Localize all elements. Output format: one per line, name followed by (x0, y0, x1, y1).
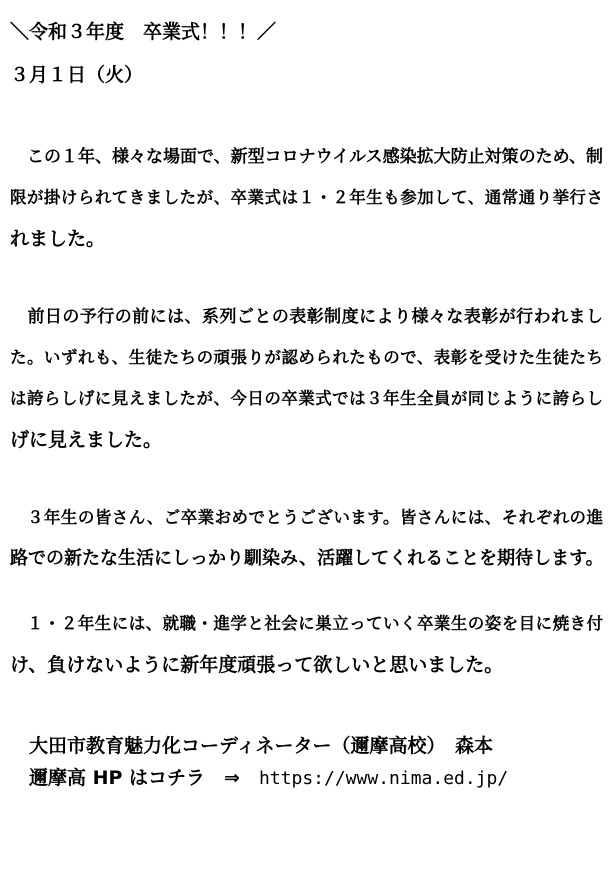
paragraph-2-line-1: 前日の予行の前には、系列ごとの表彰制度により様々な表彰が行われまし (10, 307, 603, 327)
paragraph-2-line-3: は誇らしげに見えましたが、今日の卒業式では３年生全員が同じように誇らし (10, 389, 603, 408)
homepage-link-row (10, 766, 603, 791)
page-title: ＼令和３年度 卒業式！！！／ (10, 21, 277, 43)
paragraph-1-line-3: れました。 (10, 228, 106, 250)
paragraph-2-line-2: た。いずれも、生徒たちの頑張りが認められたもので、表彰を受けた生徒たち (10, 348, 603, 367)
paragraph-4-line-1: １・２年生には、就職・進学と社会に巣立っていく卒業生の姿を目に焼き付 (10, 614, 603, 633)
paragraph-3-line-1: ３年生の皆さん、ご卒業おめでとうございます。皆さんには、それぞれの進 (10, 508, 603, 527)
homepage-link[interactable]: https://www.nima.ed.jp/ (258, 768, 509, 789)
paragraph-4-line-2: け、負けないように新年度頑張って欲しいと思いました。 (10, 654, 504, 676)
homepage-link-prefix: 邇摩高 HP はコチラ ⇒ (10, 767, 259, 789)
author-credit: 大田市教育魅力化コーディネーター（邇摩高校） 森本 (10, 735, 493, 757)
paragraph-1-line-2: 限が掛けられてきましたが、卒業式は１・２年生も参加して、通常通り挙行さ (10, 188, 603, 207)
paragraph-3-line-2: 路での新たな生活にしっかり馴染み、活躍してくれることを期待します。 (10, 548, 604, 569)
event-date: ３月１日（火） (10, 64, 144, 86)
paragraph-1-line-1: この１年、様々な場面で、新型コロナウイルス感染拡大防止対策のため、制 (10, 147, 603, 167)
paragraph-2-line-4: げに見えました。 (10, 429, 163, 451)
